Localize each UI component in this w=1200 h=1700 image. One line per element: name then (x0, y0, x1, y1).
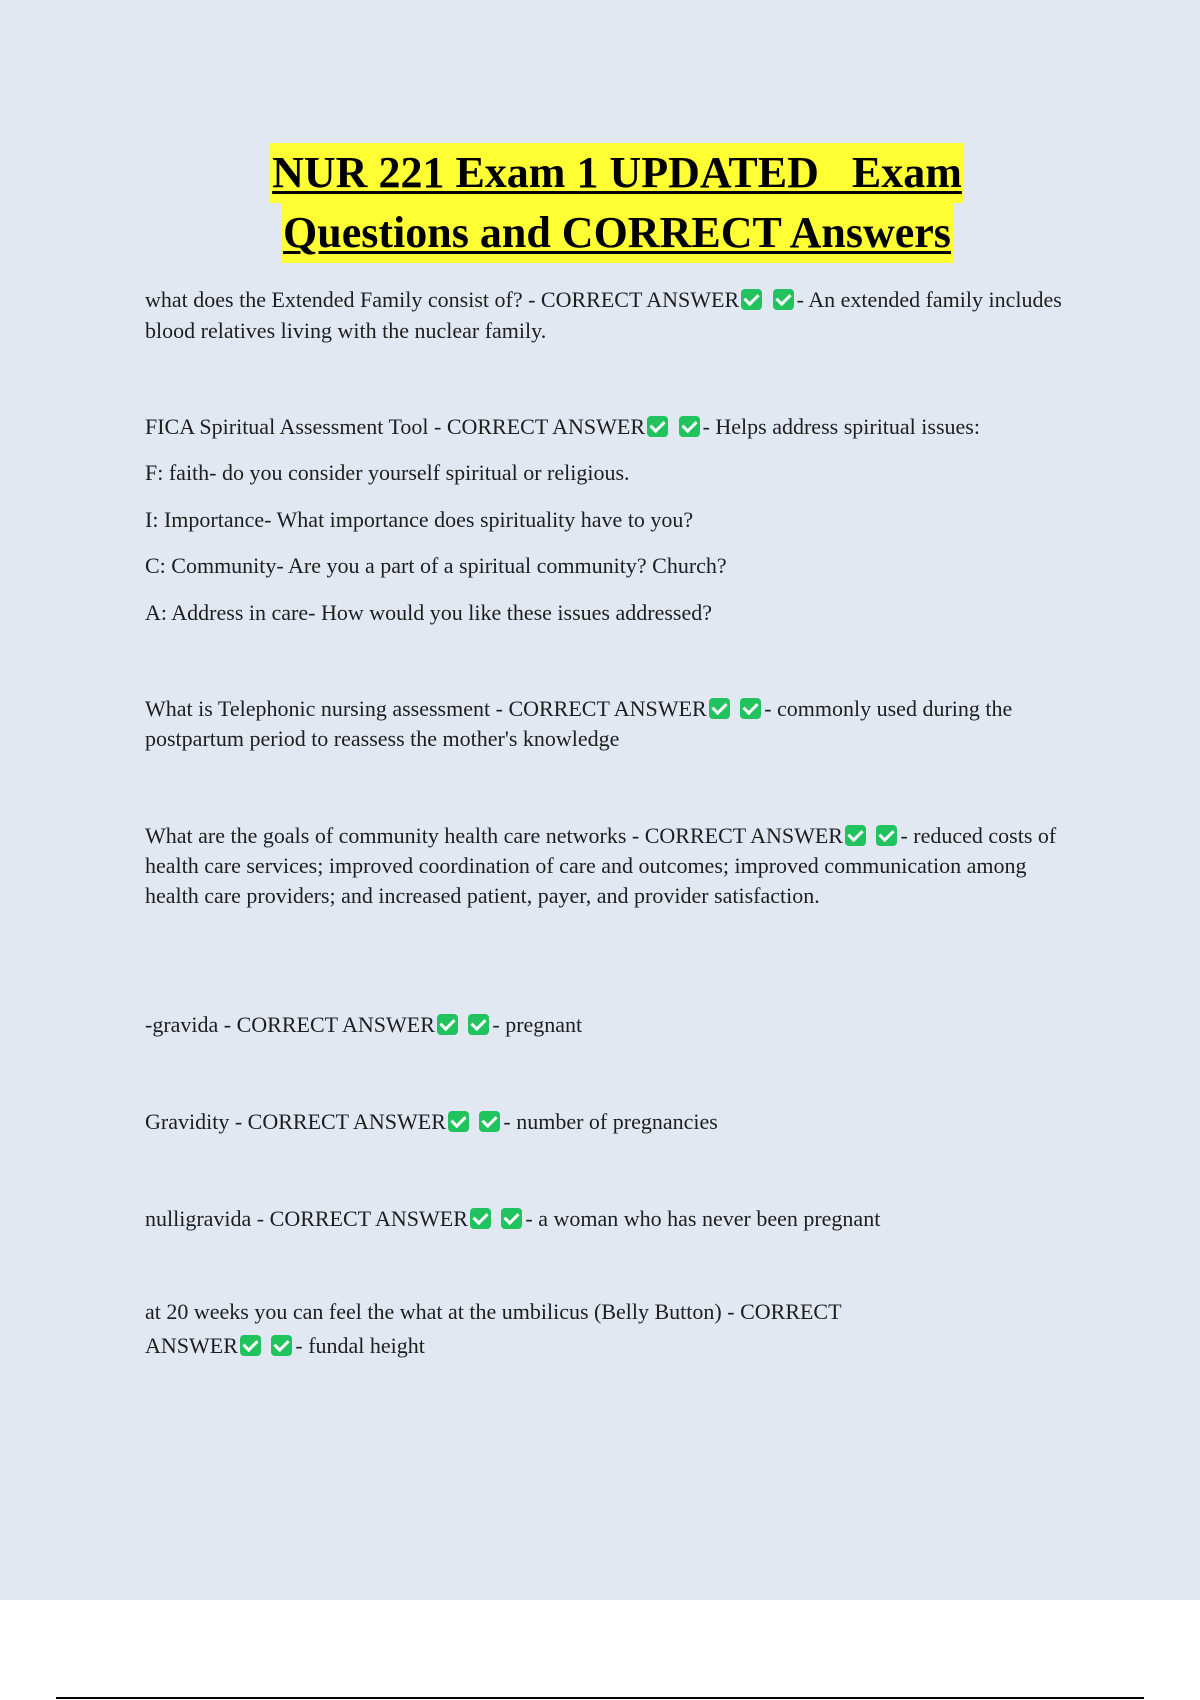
check-icon (679, 416, 700, 437)
qa-item-telephonic-assessment (145, 694, 1075, 754)
qa-item-community-networks (145, 821, 1075, 911)
answer-text: - commonly used during the postpartum period to reassess the mother's knowledge (145, 696, 1013, 751)
answer-marker: CORRECT ANSWER (446, 414, 646, 439)
fica-line-faith: F: faith- do you consider yourself spiritual or religious. (145, 460, 630, 485)
answer-text: - pregnant (492, 1012, 583, 1037)
answer-text: - fundal height (295, 1333, 425, 1358)
answer-marker: CORRECT ANSWER (269, 1206, 468, 1231)
answer-marker: CORRECT ANSWER (145, 1299, 842, 1358)
answer-marker: CORRECT ANSWER (644, 823, 843, 848)
check-icon (740, 698, 761, 719)
document-title (0, 143, 1200, 263)
answer-marker: CORRECT ANSWER (508, 696, 707, 721)
question-text: What are the goals of community health care networks - (145, 823, 645, 848)
answer-marker: CORRECT ANSWER (540, 287, 740, 312)
qa-item-fica-tool (145, 411, 1075, 442)
check-icon (709, 698, 730, 719)
check-icon (468, 1014, 489, 1035)
check-icon (470, 1208, 491, 1229)
qa-item-nulligravida (145, 1203, 1075, 1234)
check-icon (647, 416, 668, 437)
question-text: at 20 weeks you can feel the what at the umbilicus (Belly Button) - (145, 1299, 741, 1324)
answer-text: - reduced costs of health care services; improved coordination of care and outcomes; improved communication among health care providers; and increased patient, payer, and provider satisfaction. (145, 823, 1057, 908)
question-text: -gravida - (145, 1012, 237, 1037)
check-icon (240, 1335, 261, 1356)
question-text: What is Telephonic nursing assessment - (145, 696, 509, 721)
question-text: what does the Extended Family consist of? - (145, 287, 541, 312)
qa-item-gravidity (145, 1106, 1075, 1137)
footer-divider (56, 1697, 1144, 1699)
check-icon (876, 825, 897, 846)
check-icon (437, 1014, 458, 1035)
answer-marker: CORRECT ANSWER (247, 1109, 446, 1134)
fica-line-community: C: Community- Are you a part of a spiritual community? Church? (145, 553, 727, 578)
qa-item-gravida (145, 1009, 1075, 1040)
answer-text: - An extended family includes blood relatives living with the nuclear family. (145, 287, 1062, 343)
answer-text: - Helps address spiritual issues: (702, 414, 980, 439)
check-icon (448, 1111, 469, 1132)
fica-line-address: A: Address in care- How would you like these issues addressed? (145, 600, 712, 625)
fica-line-importance: I: Importance- What importance does spirituality have to you? (145, 507, 694, 532)
title-line-1: NUR 221 Exam 1 UPDATED Exam (270, 143, 964, 203)
qa-item-fundal-height (145, 1295, 925, 1363)
question-text: FICA Spiritual Assessment Tool - (145, 414, 447, 439)
qa-item-extended-family (145, 284, 1075, 346)
check-icon (479, 1111, 500, 1132)
check-icon (501, 1208, 522, 1229)
check-icon (741, 289, 762, 310)
check-icon (271, 1335, 292, 1356)
title-line-2: Questions and CORRECT Answers (281, 203, 953, 263)
check-icon (845, 825, 866, 846)
question-text: Gravidity - (145, 1109, 248, 1134)
answer-text: - a woman who has never been pregnant (525, 1206, 881, 1231)
question-text: nulligravida - (145, 1206, 270, 1231)
answer-text: - number of pregnancies (503, 1109, 718, 1134)
answer-marker: CORRECT ANSWER (236, 1012, 435, 1037)
check-icon (773, 289, 794, 310)
